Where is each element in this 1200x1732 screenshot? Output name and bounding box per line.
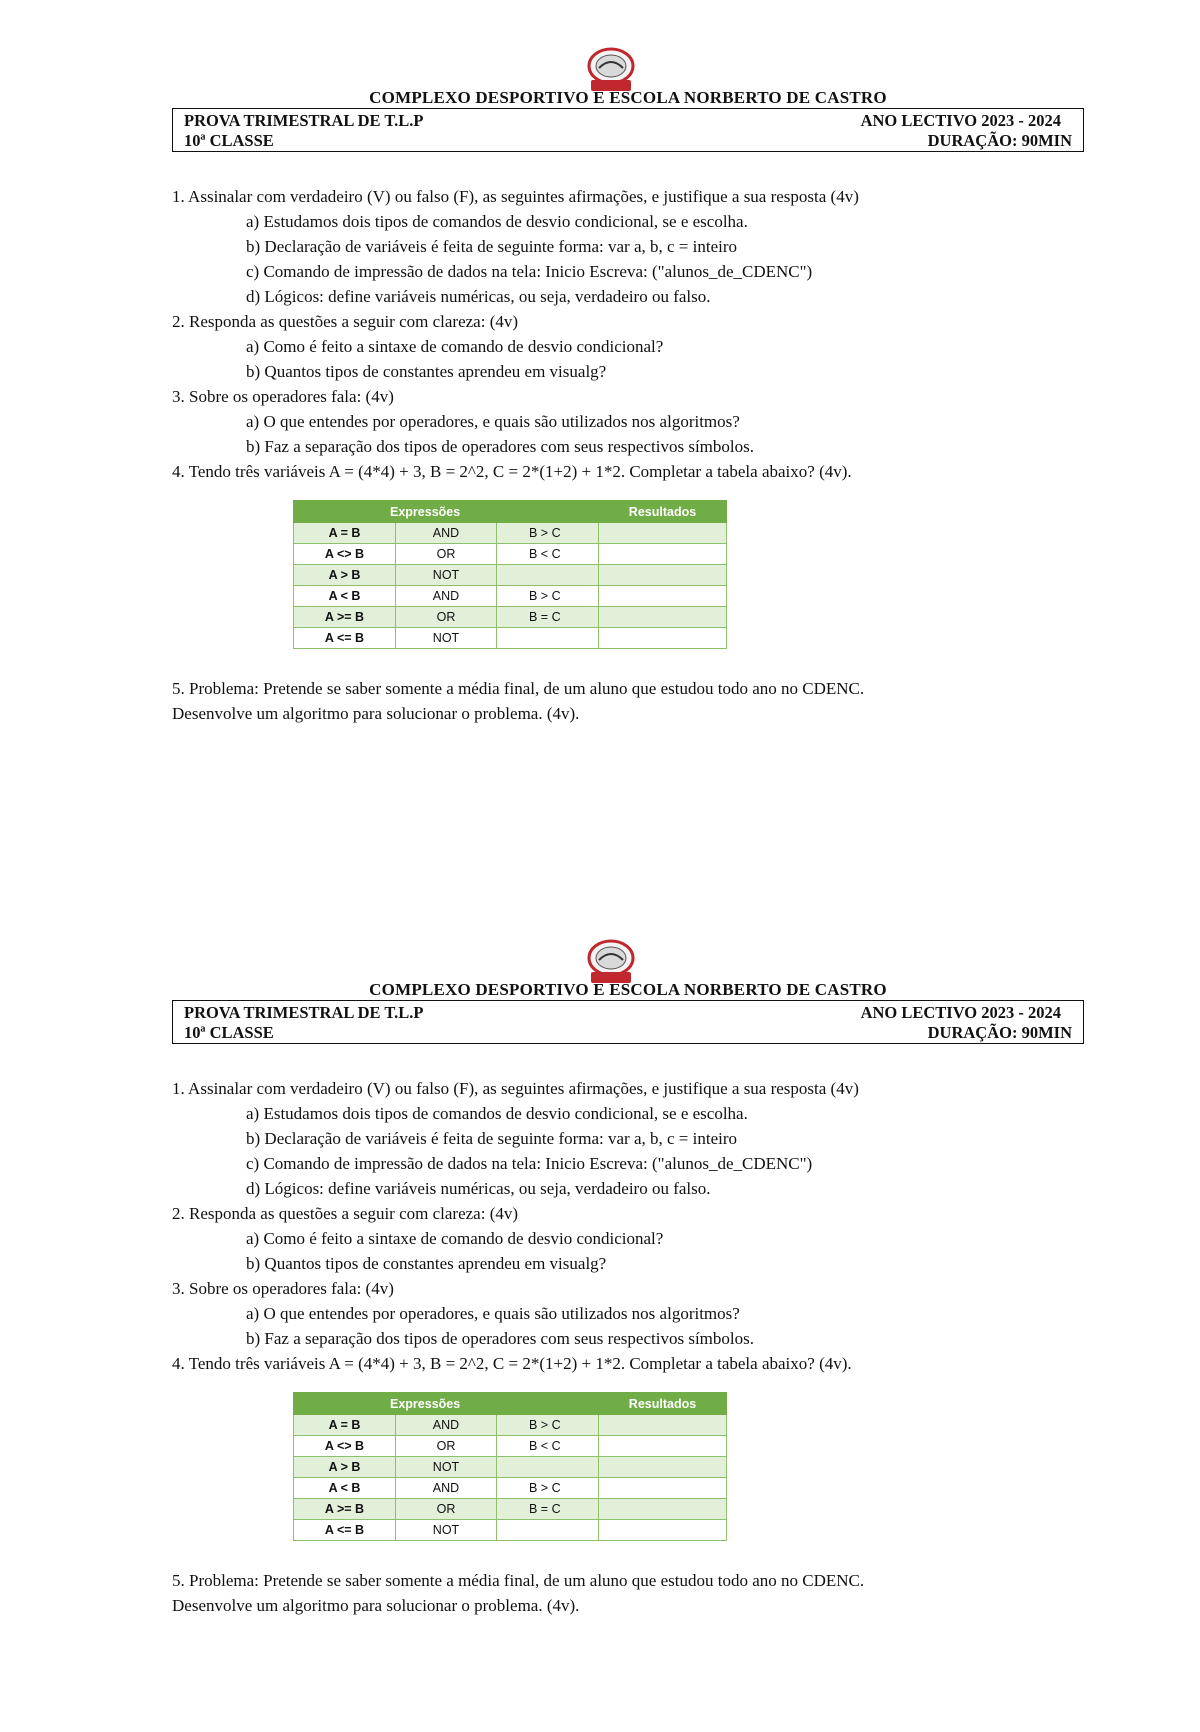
table-row [294, 1499, 727, 1520]
table-row [294, 628, 727, 649]
table-row [294, 1436, 727, 1457]
table-row [294, 1457, 727, 1478]
expressions-table [293, 500, 727, 649]
cell-operator: NOT [396, 1520, 497, 1541]
question-2a: a) Como é feito a sintaxe de comando de desvio condicional? [246, 337, 664, 356]
school-year: ANO LECTIVO 2023 - 2024 [860, 111, 1061, 130]
question-5-line-2: Desenvolve um algoritmo para solucionar o problema. (4v). [172, 704, 580, 723]
cell-result[interactable] [599, 1415, 727, 1436]
school-logo [585, 938, 637, 986]
cell-expression-b: B = C [497, 607, 599, 628]
table-header-row [294, 1393, 727, 1415]
cell-expression-a: A >= B [294, 607, 396, 628]
table-row [294, 544, 727, 565]
cell-expression-a: A = B [294, 523, 396, 544]
cell-expression-a: A <> B [294, 544, 396, 565]
cell-result[interactable] [599, 586, 727, 607]
question-3b: b) Faz a separação dos tipos de operadores com seus respectivos símbolos. [246, 437, 754, 456]
exam-title: PROVA TRIMESTRAL DE T.L.P [184, 1003, 424, 1022]
question-1a: a) Estudamos dois tipos de comandos de desvio condicional, se e escolha. [246, 212, 748, 231]
table-row [294, 586, 727, 607]
cell-expression-a: A > B [294, 1457, 396, 1478]
question-5-line-1: 5. Problema: Pretende se saber somente a média final, de um aluno que estudou todo ano no CDENC. [172, 679, 865, 698]
school-name: COMPLEXO DESPORTIVO E ESCOLA NORBERTO DE CASTRO [369, 88, 887, 107]
cell-operator: AND [396, 1415, 497, 1436]
cell-result[interactable] [599, 607, 727, 628]
table-header-row [294, 501, 727, 523]
cell-expression-a: A < B [294, 1478, 396, 1499]
question-1c: c) Comando de impressão de dados na tela: Inicio Escreva: ("alunos_de_CDENC") [246, 1154, 813, 1173]
cell-expression-b: B = C [497, 1499, 599, 1520]
question-2b: b) Quantos tipos de constantes aprendeu em visualg? [246, 362, 607, 381]
question-1: 1. Assinalar com verdadeiro (V) ou falso (F), as seguintes afirmações, e justifique a sua resposta (4v) [172, 187, 859, 206]
cell-operator: AND [396, 1478, 497, 1499]
question-3: 3. Sobre os operadores fala: (4v) [172, 1279, 394, 1298]
table-row [294, 523, 727, 544]
question-3a: a) O que entendes por operadores, e quais são utilizados nos algoritmos? [246, 412, 740, 431]
cell-expression-b: B < C [497, 1436, 599, 1457]
question-4: 4. Tendo três variáveis A = (4*4) + 3, B = 2^2, C = 2*(1+2) + 1*2. Completar a tabela abaixo? (4v). [172, 462, 852, 481]
cell-result[interactable] [599, 1520, 727, 1541]
table-row [294, 1520, 727, 1541]
cell-operator: OR [396, 544, 497, 565]
cell-expression-b: B > C [497, 586, 599, 607]
cell-operator: NOT [396, 1457, 497, 1478]
table-row [294, 1478, 727, 1499]
header-results: Resultados [599, 1393, 727, 1415]
cell-operator: OR [396, 1436, 497, 1457]
cell-expression-a: A <= B [294, 628, 396, 649]
exam-sheet-bottom [0, 932, 1200, 1732]
question-1c: c) Comando de impressão de dados na tela: Inicio Escreva: ("alunos_de_CDENC") [246, 262, 813, 281]
cell-expression-b [497, 565, 599, 586]
question-2b: b) Quantos tipos de constantes aprendeu em visualg? [246, 1254, 607, 1273]
cell-expression-b [497, 1457, 599, 1478]
cell-result[interactable] [599, 1457, 727, 1478]
question-5-line-1: 5. Problema: Pretende se saber somente a média final, de um aluno que estudou todo ano no CDENC. [172, 1571, 865, 1590]
exam-duration: DURAÇÃO: 90MIN [927, 1023, 1072, 1042]
class-level: 10ª CLASSE [184, 1023, 274, 1042]
question-2: 2. Responda as questões a seguir com clareza: (4v) [172, 1204, 519, 1223]
school-year: ANO LECTIVO 2023 - 2024 [860, 1003, 1061, 1022]
question-3b: b) Faz a separação dos tipos de operadores com seus respectivos símbolos. [246, 1329, 754, 1348]
cell-result[interactable] [599, 1478, 727, 1499]
exam-title: PROVA TRIMESTRAL DE T.L.P [184, 111, 424, 130]
exam-sheet-top [0, 40, 1200, 840]
question-1a: a) Estudamos dois tipos de comandos de desvio condicional, se e escolha. [246, 1104, 748, 1123]
school-logo [585, 46, 637, 94]
cell-expression-a: A > B [294, 565, 396, 586]
cell-operator: OR [396, 1499, 497, 1520]
question-4: 4. Tendo três variáveis A = (4*4) + 3, B = 2^2, C = 2*(1+2) + 1*2. Completar a tabela abaixo? (4v). [172, 1354, 852, 1373]
table-row [294, 565, 727, 586]
question-3a: a) O que entendes por operadores, e quais são utilizados nos algoritmos? [246, 1304, 740, 1323]
question-2a: a) Como é feito a sintaxe de comando de desvio condicional? [246, 1229, 664, 1248]
cell-operator: NOT [396, 628, 497, 649]
cell-operator: AND [396, 586, 497, 607]
exam-duration: DURAÇÃO: 90MIN [927, 131, 1072, 150]
question-1: 1. Assinalar com verdadeiro (V) ou falso (F), as seguintes afirmações, e justifique a sua resposta (4v) [172, 1079, 859, 1098]
cell-expression-b: B > C [497, 523, 599, 544]
cell-expression-a: A <> B [294, 1436, 396, 1457]
cell-expression-b: B < C [497, 544, 599, 565]
cell-result[interactable] [599, 565, 727, 586]
question-2: 2. Responda as questões a seguir com clareza: (4v) [172, 312, 519, 331]
question-1d: d) Lógicos: define variáveis numéricas, ou seja, verdadeiro ou falso. [246, 287, 711, 306]
cell-expression-b: B > C [497, 1415, 599, 1436]
question-1b: b) Declaração de variáveis é feita de seguinte forma: var a, b, c = inteiro [246, 1129, 738, 1148]
question-5-line-2: Desenvolve um algoritmo para solucionar o problema. (4v). [172, 1596, 580, 1615]
header-results: Resultados [599, 501, 727, 523]
table-row [294, 1415, 727, 1436]
exam-header-box [172, 108, 1084, 152]
header-expressions: Expressões [294, 501, 599, 523]
question-1b: b) Declaração de variáveis é feita de seguinte forma: var a, b, c = inteiro [246, 237, 738, 256]
cell-result[interactable] [599, 1499, 727, 1520]
school-name: COMPLEXO DESPORTIVO E ESCOLA NORBERTO DE CASTRO [369, 980, 887, 999]
cell-operator: OR [396, 607, 497, 628]
cell-expression-a: A >= B [294, 1499, 396, 1520]
cell-result[interactable] [599, 544, 727, 565]
cell-expression-a: A <= B [294, 1520, 396, 1541]
table-row [294, 607, 727, 628]
cell-expression-b: B > C [497, 1478, 599, 1499]
cell-result[interactable] [599, 628, 727, 649]
cell-expression-a: A < B [294, 586, 396, 607]
cell-expression-b [497, 628, 599, 649]
exam-header-box [172, 1000, 1084, 1044]
question-3: 3. Sobre os operadores fala: (4v) [172, 387, 394, 406]
cell-result[interactable] [599, 523, 727, 544]
cell-expression-a: A = B [294, 1415, 396, 1436]
question-1d: d) Lógicos: define variáveis numéricas, ou seja, verdadeiro ou falso. [246, 1179, 711, 1198]
cell-operator: NOT [396, 565, 497, 586]
class-level: 10ª CLASSE [184, 131, 274, 150]
header-expressions: Expressões [294, 1393, 599, 1415]
expressions-table [293, 1392, 727, 1541]
cell-operator: AND [396, 523, 497, 544]
cell-result[interactable] [599, 1436, 727, 1457]
cell-expression-b [497, 1520, 599, 1541]
